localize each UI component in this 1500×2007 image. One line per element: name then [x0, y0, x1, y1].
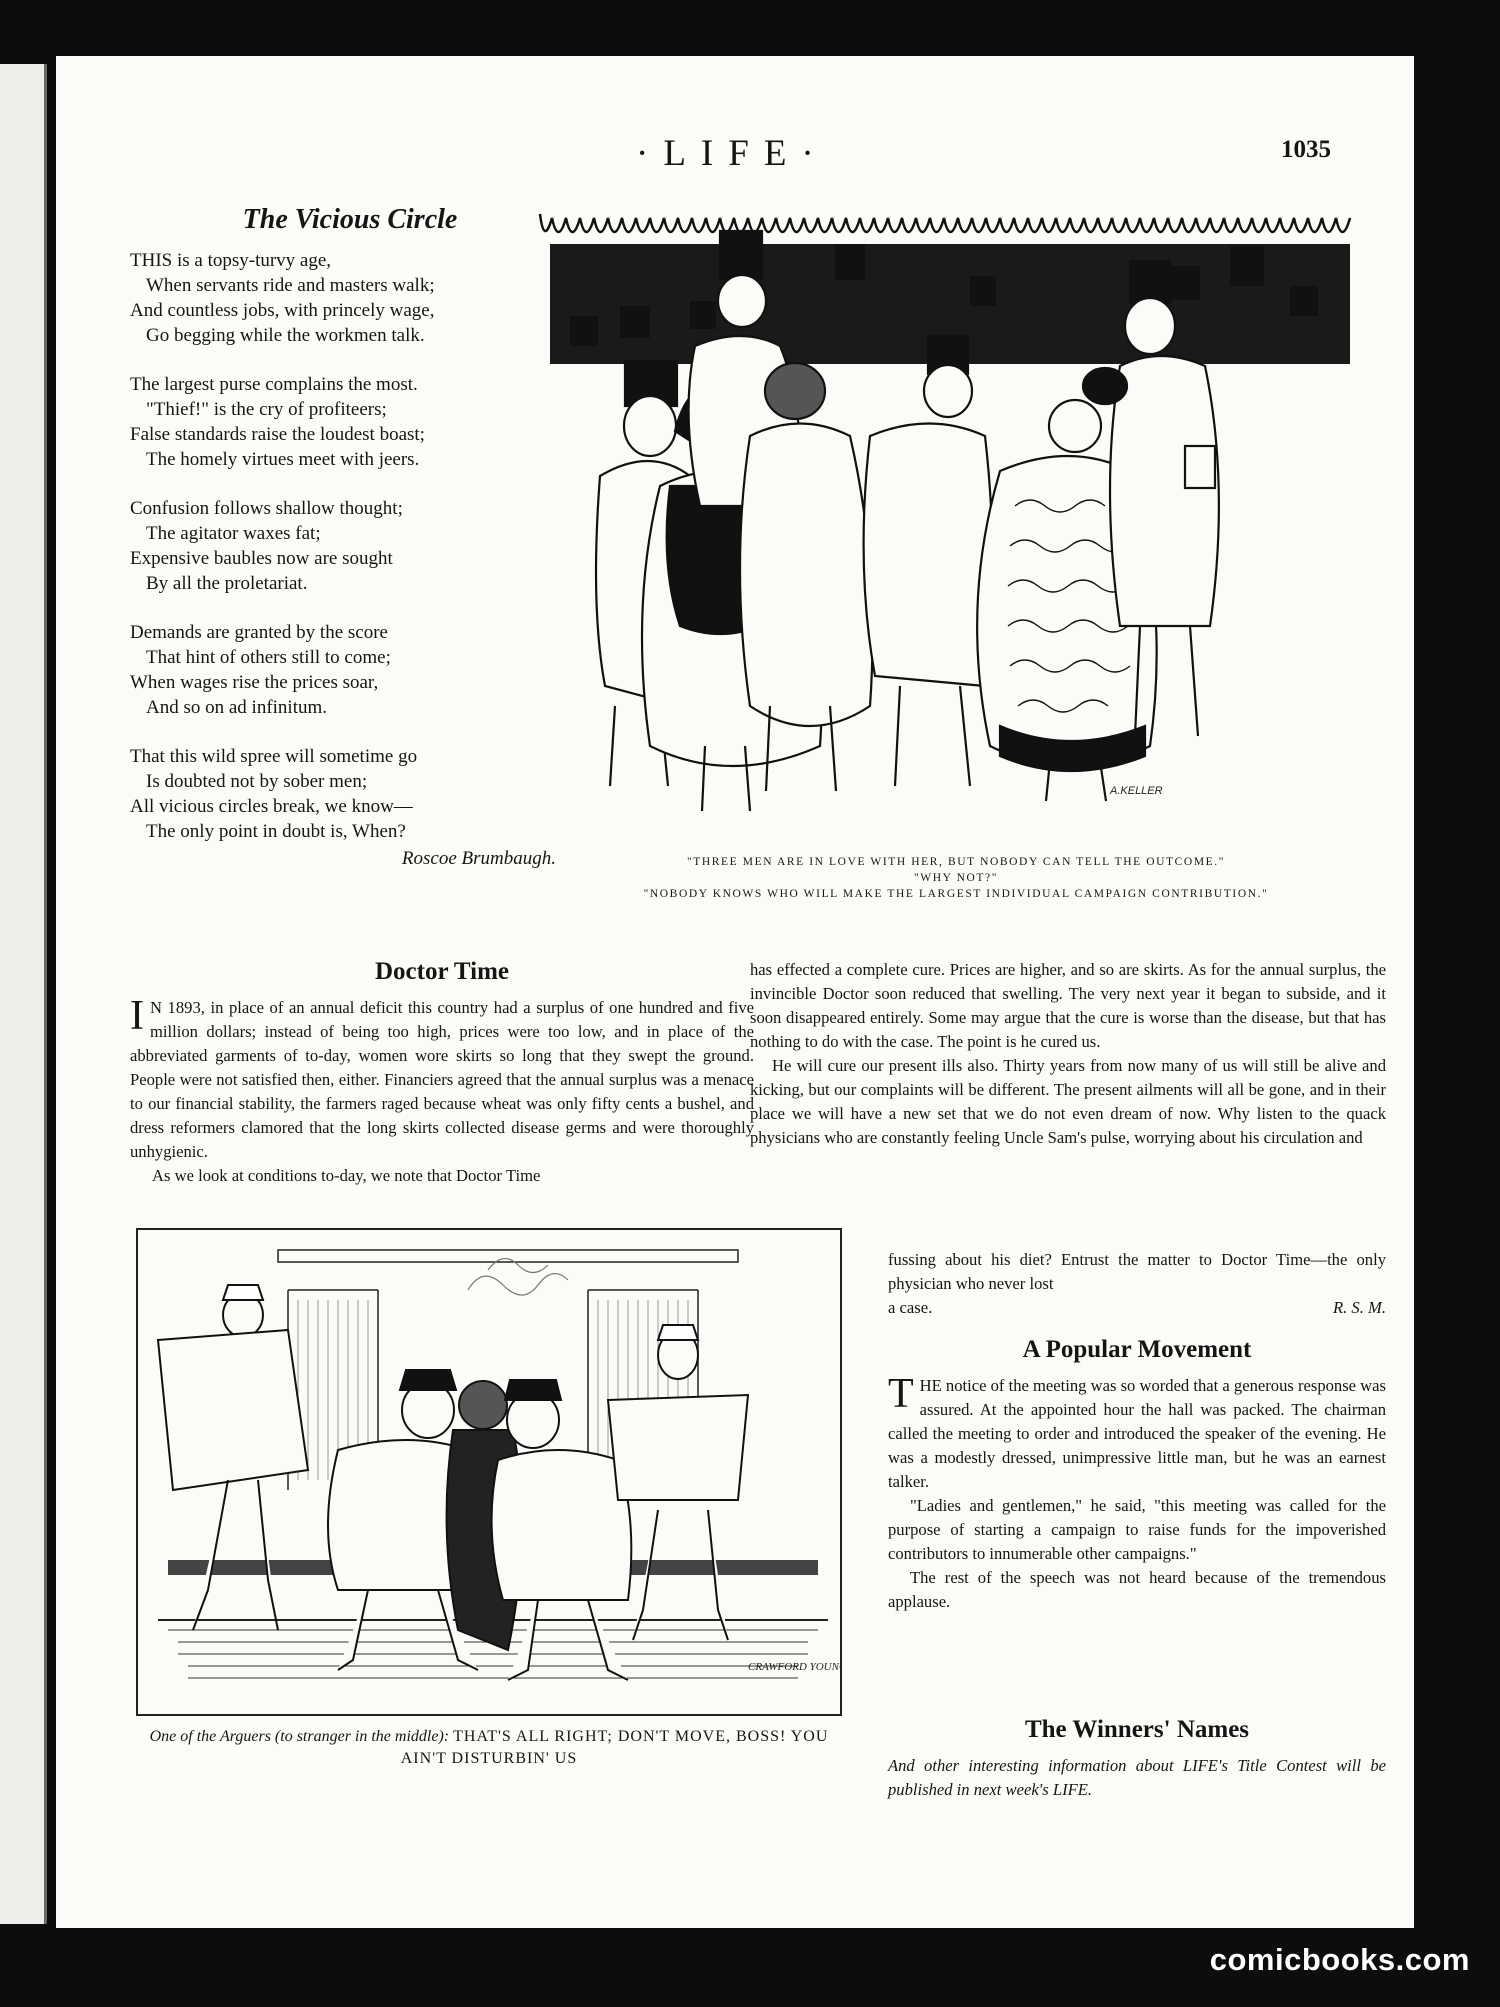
artist-signature: A.KELLER [1110, 785, 1163, 797]
facing-page-edge [0, 64, 47, 1924]
poem-line: The only point in doubt is, When? [146, 821, 406, 842]
poem-line: When wages rise the prices soar, [130, 672, 379, 693]
article-paragraph: I N 1893, in place of an annual deficit this country had a surplus of one hundred and five million dollars; instead of being too high, prices were too low, and in place of the abbreviated garments of to-day, women wore skirts so long that they swept the ground. People were not satisfied then, either. Financiers agreed that the annual surplus was a menace to our financial stability, the farmers raged because wheat was only fifty cents a bushel, and dress reformers clamored that the long skirts collected disease germs and were thoroughly unhygienic. [130, 993, 754, 1161]
poem-line: The homely virtues meet with jeers. [146, 449, 420, 470]
drop-cap: T [888, 1371, 914, 1417]
article-paragraph: THE notice of the meeting was so worded that a generous response was assured. At the appointed hour the hall was packed. The chairman called the meeting to order and introduced the speaker of the evening. He was a modestly dressed, unimpressive little man, but he was an earnest talker. [888, 1371, 1386, 1491]
magazine-page [56, 56, 1414, 1928]
caption-line: "WHY NOT?" [913, 872, 999, 884]
article-title: A Popular Movement [1022, 1336, 1252, 1363]
site-watermark: comicbooks.com [1209, 1942, 1470, 1977]
signoff-line [888, 1296, 1386, 1320]
poem-stanza-2 [130, 372, 570, 472]
author-initials: R. S. M. [1333, 1298, 1386, 1317]
artist-signature: CRAWFORD YOUNG [748, 1661, 840, 1673]
doctor-time-continued [750, 958, 1386, 1150]
doctor-time-ending [888, 1248, 1386, 1320]
article-title: The Winners' Names [1024, 1716, 1250, 1743]
poem-line: That this wild spree will sometime go [130, 746, 418, 767]
poem-author: Roscoe Brumbaugh. [401, 848, 556, 869]
masthead: ·LIFE· [636, 133, 829, 174]
page-number: 1035 [1281, 136, 1331, 163]
poem [130, 204, 570, 871]
caption-dialogue: THAT'S ALL RIGHT; DON'T MOVE, BOSS! YOU AIN'T DISTURBIN' US [400, 1728, 829, 1767]
popular-movement-article [888, 1336, 1386, 1614]
closing-text: a case. [888, 1298, 933, 1317]
caption-speaker: One of the Arguers (to stranger in the middle): [149, 1728, 450, 1745]
cartoon-caption [526, 854, 1386, 902]
article-paragraph: As we look at conditions to-day, we note that Doctor Time [152, 1166, 541, 1185]
subway-cartoon [138, 1230, 840, 1714]
awning-fringe [540, 214, 1350, 232]
poem-line: And countless jobs, with princely wage, [130, 300, 435, 321]
caption-line: "NOBODY KNOWS WHO WILL MAKE THE LARGEST INDIVIDUAL CAMPAIGN CONTRIBUTION." [643, 888, 1269, 900]
poem-line: And so on ad infinitum. [146, 697, 328, 718]
poem-line: Expensive baubles now are sought [130, 548, 393, 569]
poem-stanza-5 [130, 744, 570, 844]
poem-line: Confusion follows shallow thought; [130, 498, 403, 519]
poem-line: All vicious circles break, we know— [130, 796, 413, 817]
article-paragraph: He will cure our present ills also. Thirty years from now many of us will still be alive and kicking, but our complaints will be different. The present ailments will all be gone, and in their place we will have a new set that we do not even dream of now. Why listen to the quack physicians who are constantly feeling Uncle Sam's pulse, worrying about his circulation and [750, 1056, 1386, 1147]
poem-title: The Vicious Circle [242, 204, 458, 235]
poem-line: Demands are granted by the score [130, 622, 388, 643]
smoke [468, 1259, 568, 1295]
poem-line: THIS is a topsy-turvy age, [130, 250, 332, 271]
article-title: Doctor Time [374, 958, 509, 985]
subway-cartoon-frame [136, 1228, 842, 1716]
article-paragraph: "Ladies and gentlemen," he said, "this meeting was called for the purpose of starting a campaign to raise funds for the impoverished contributors to innumerable other campaigns." [888, 1496, 1386, 1563]
doctor-time-article [130, 958, 754, 1188]
article-paragraph: has effected a complete cure. Prices are higher, and so are skirts. As for the annual surplus, the invincible Doctor soon reduced that swelling. The very next year it began to subside, and it soon disappeared entirely. Some may argue that the cure is worse than the disease, but that has nothing to do with the case. The point is he cured us. [750, 960, 1386, 1051]
poem-stanza-3 [130, 496, 570, 596]
poem-line: When servants ride and masters walk; [146, 275, 435, 296]
notice-text: And other interesting information about LIFE's Title Contest will be published in next week's LIFE. [888, 1756, 1386, 1799]
poem-line: False standards raise the loudest boast; [130, 424, 425, 445]
poem-stanza-1 [130, 248, 570, 348]
winners-notice [888, 1716, 1386, 1802]
poem-line: Is doubted not by sober men; [146, 771, 368, 792]
drop-cap: I [130, 993, 144, 1039]
article-paragraph: fussing about his diet? Entrust the matter to Doctor Time—the only physician who never lost [888, 1250, 1386, 1293]
caption-line: "THREE MEN ARE IN LOVE WITH HER, BUT NOBODY CAN TELL THE OUTCOME." [686, 856, 1226, 868]
poem-line: That hint of others still to come; [146, 647, 391, 668]
poem-line: By all the proletariat. [146, 573, 308, 594]
poem-line: "Thief!" is the cry of profiteers; [146, 399, 387, 420]
subway-cartoon-caption [136, 1726, 842, 1770]
poem-stanza-4 [130, 620, 570, 720]
poem-line: Go begging while the workmen talk. [146, 325, 425, 346]
poem-line: The agitator waxes fat; [146, 523, 321, 544]
article-paragraph: The rest of the speech was not heard because of the tremendous applause. [888, 1568, 1386, 1611]
theater-crowd-cartoon [530, 186, 1390, 846]
poem-line: The largest purse complains the most. [130, 374, 418, 395]
